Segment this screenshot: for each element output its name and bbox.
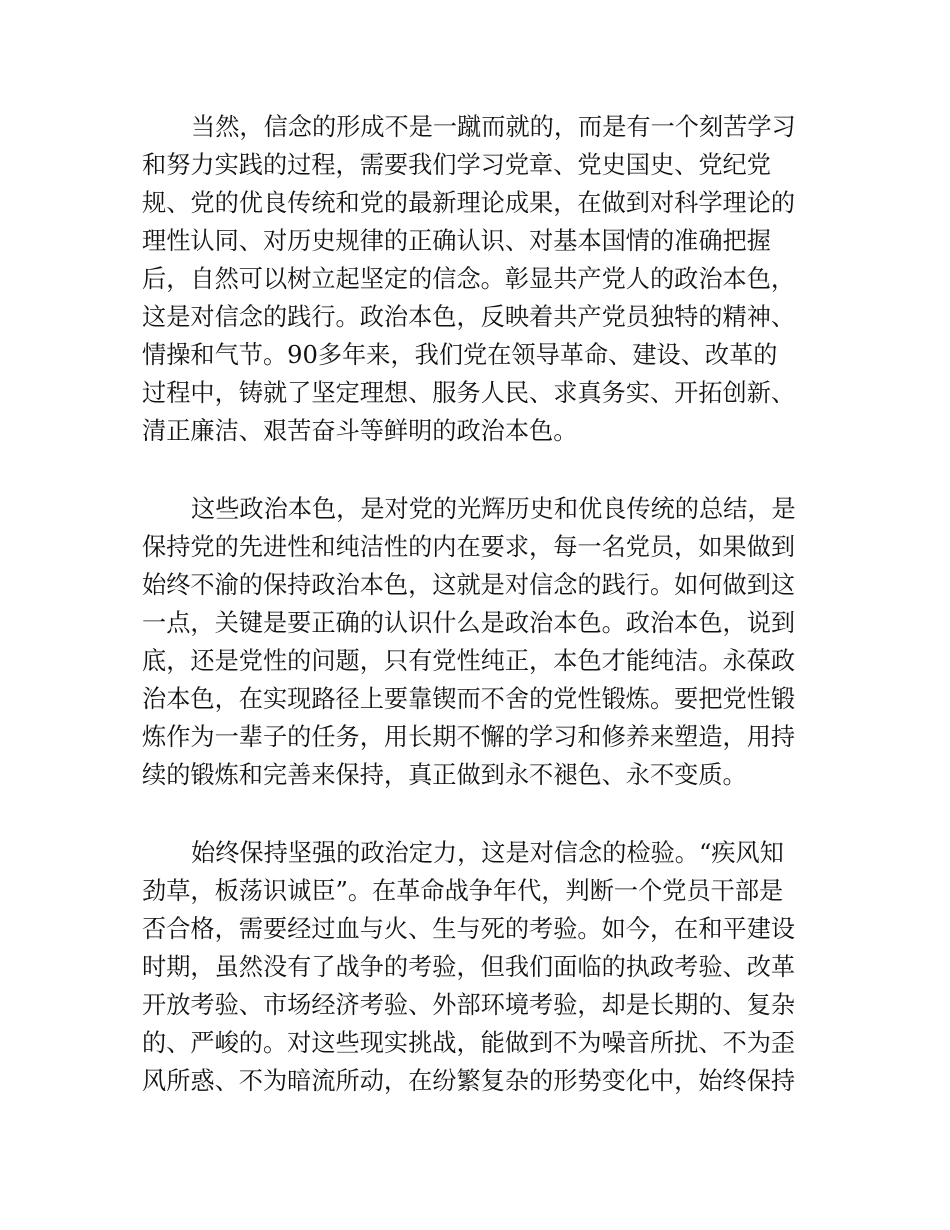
paragraph-1-line-7: 情操和气节。90多年来，我们党在领导革命、建设、改革的 <box>142 341 778 369</box>
paragraph-1-line-1: 当然，信念的形成不是一蹴而就的，而是有一个刻苦学习 <box>191 113 796 141</box>
paragraph-2-line-5: 底，还是党性的问题，只有党性纯正，本色才能纯洁。永葆政 <box>142 647 796 675</box>
paragraph-2-line-3: 始终不渝的保持政治本色，这就是对信念的践行。如何做到这 <box>142 571 796 599</box>
paragraph-2-line-2: 保持党的先进性和纯洁性的内在要求，每一名党员，如果做到 <box>142 533 796 561</box>
paragraph-3-line-2: 劲草，板荡识诚臣”。在革命战争年代，判断一个党员干部是 <box>142 877 784 905</box>
paragraph-3-line-6: 的、严峻的。对这些现实挑战，能做到不为噪音所扰、不为歪 <box>142 1029 796 1057</box>
paragraph-1-line-4: 理性认同、对历史规律的正确认识、对基本国情的准确把握 <box>142 227 771 255</box>
paragraph-3-line-7: 风所惑、不为暗流所动，在纷繁复杂的形势变化中，始终保持 <box>142 1067 796 1095</box>
paragraph-2-line-4: 一点，关键是要正确的认识什么是政治本色。政治本色，说到 <box>142 609 796 637</box>
paragraph-3-line-1: 始终保持坚强的政治定力，这是对信念的检验。“疾风知 <box>191 839 784 867</box>
paragraph-1-line-8: 过程中，铸就了坚定理想、服务人民、求真务实、开拓创新、 <box>142 379 796 407</box>
paragraph-1-line-9: 清正廉洁、艰苦奋斗等鲜明的政治本色。 <box>142 417 578 445</box>
paragraph-1-line-5: 后，自然可以树立起坚定的信念。彰显共产党人的政治本色， <box>142 265 796 293</box>
paragraph-1-line-3: 规、党的优良传统和党的最新理论成果，在做到对科学理论的 <box>142 189 796 217</box>
paragraph-3-line-4: 时期，虽然没有了战争的考验，但我们面临的执政考验、改革 <box>142 953 796 981</box>
paragraph-1-line-2: 和努力实践的过程，需要我们学习党章、党史国史、党纪党 <box>142 151 771 179</box>
paragraph-2-line-8: 续的锻炼和完善来保持，真正做到永不褪色、永不变质。 <box>142 761 747 789</box>
paragraph-3-line-3: 否合格，需要经过血与火、生与死的考验。如今，在和平建设 <box>142 915 796 943</box>
paragraph-1-line-6: 这是对信念的践行。政治本色，反映着共产党员独特的精神、 <box>142 303 796 331</box>
paragraph-2-line-7: 炼作为一辈子的任务，用长期不懈的学习和修养来塑造，用持 <box>142 723 796 751</box>
paragraph-2-line-1: 这些政治本色，是对党的光辉历史和优良传统的总结，是 <box>191 495 796 523</box>
paragraph-3-line-5: 开放考验、市场经济考验、外部环境考验，却是长期的、复杂 <box>142 991 796 1019</box>
paragraph-2-line-6: 治本色，在实现路径上要靠锲而不舍的党性锻炼。要把党性锻 <box>142 685 796 713</box>
